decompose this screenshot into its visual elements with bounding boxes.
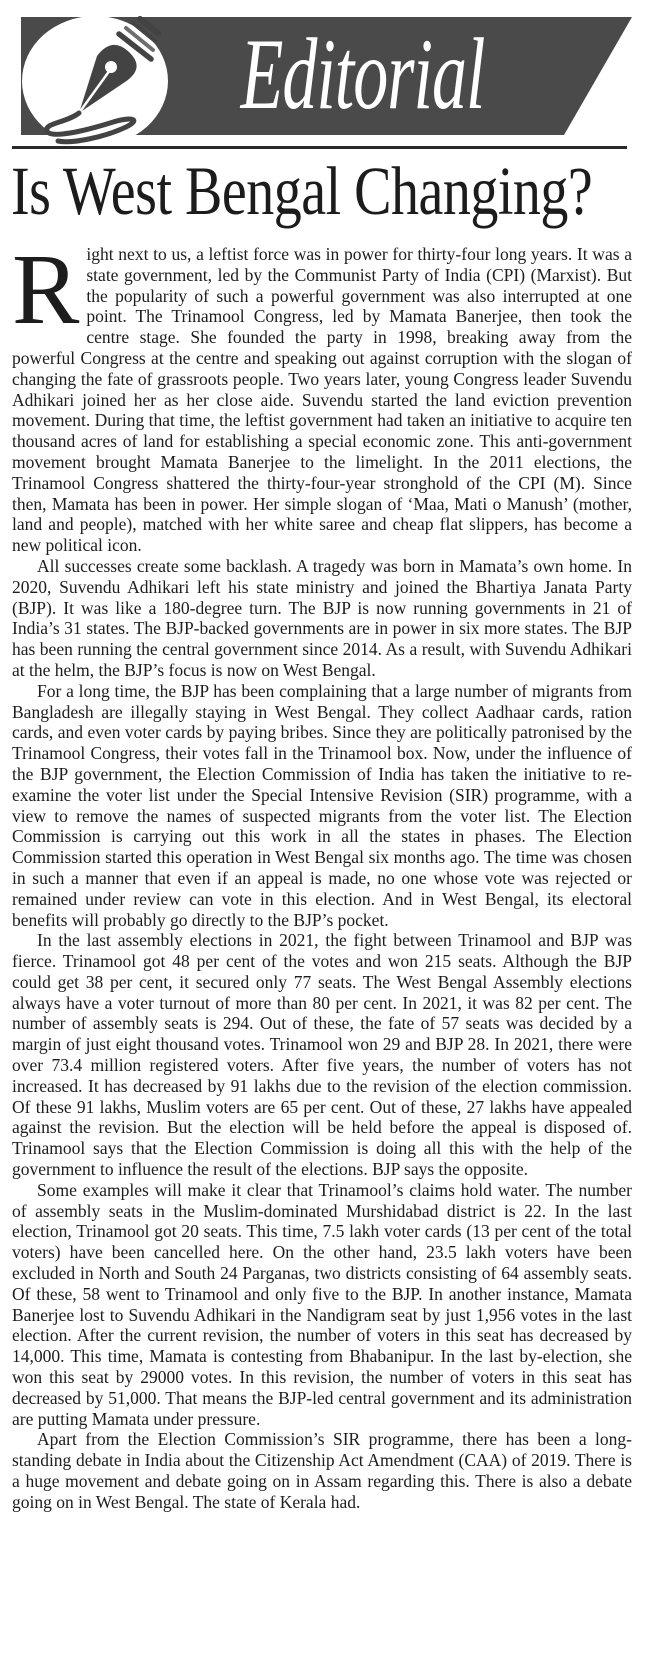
paragraph-6: Apart from the Election Commission’s SIR programme, there has been a long-standing debate in India about the Citizenship Act Amendment (CAA) of 2019. There is a huge movement and debate going on in Assam regarding this. There is also a debate going on in West Bengal. The state of Kerala had. — [12, 1429, 632, 1512]
paragraph-4: In the last assembly elections in 2021, the fight between Trinamool and BJP was fierce. Trinamool got 48 per cent of the votes and won 215 seats. Although the BJP could get 38 per cent, it secured only 77 seats. The West Bengal Assembly elections always have a voter turnout of more than 80 per cent. In 2021, it was 82 per cent. The number of assembly seats is 294. Out of these, the fate of 57 seats was decided by a margin of just eight thousand votes. Trinamool won 29 and BJP 28. In 2021, there were over 73.4 million registered voters. After five years, the number of voters has not increased. It has decreased by 91 lakhs due to the revision of the election commission. Of these 91 lakhs, Muslim voters are 65 per cent. Out of these, 27 lakhs have appealed against the revision. But the election will be held before the appeal is disposed of. Trinamool says that the Election Commission is doing all this with the help of the government to influence the result of the elections. BJP says the opposite. — [12, 930, 632, 1180]
paragraph-1 — [12, 233, 632, 556]
paragraph-1-text: ight next to us, a leftist force was in power for thirty-four long years. It was a state government, led by the Communist Party of India (CPI) (Marxist). But the popularity of such a powerful government was also interrupted at one point. The Trinamool Congress, led by Mamata Banerjee, then took the centre stage. She founded the party in 1998, breaking away from the powerful Congress at the centre and speaking out against corruption with the slogan of changing the fate of grassroots people. Two years later, young Congress leader Suvendu Adhikari joined her as her close aide. Suvendu started the land eviction prevention movement. During that time, the leftist government had taken an initiative to acquire ten thousand acres of land for establishing a special economic zone. This anti-government movement brought Mamata Banerjee to the limelight. In the 2011 elections, the Trinamool Congress shattered the thirty-four-year stronghold of the CPI (M). Since then, Mamata has been in power. Her simple slogan of ‘Maa, Mati o Manush’ (mother, land and people), matched with her white saree and cheap flat slippers, has become a new political icon. — [12, 244, 632, 556]
pen-logo-circle — [22, 16, 168, 146]
paragraph-5: Some examples will make it clear that Trinamool’s claims hold water. The number of assembly seats in the Muslim-dominated Murshidabad district is 22. In the last election, Trinamool got 20 seats. This time, 7.5 lakh voter cards (13 per cent of the total voters) have been cancelled here. On the other hand, 23.5 lakh voters have been excluded in North and South 24 Parganas, two districts consisting of 64 assembly seats. Of these, 58 went to Trinamool and only five to the BJP. In another instance, Mamata Banerjee lost to Suvendu Adhikari in the Nandigram seat by just 1,956 votes in the last election. After the current revision, the number of voters in this seat has decreased by 14,000. This time, Mamata is contesting from Bhabanipur. In the last by-election, she won this seat by 29000 votes. In this revision, the number of voters in this seat has decreased by 51,000. That means the BJP-led central government and its administration are putting Mamata under pressure. — [12, 1179, 632, 1429]
paragraph-2: All successes create some backlash. A tragedy was born in Mamata’s own home. In 2020, Suvendu Adhikari left his state ministry and joined the Bhartiya Janata Party (BJP). It was like a 180-degree turn. The BJP is now running governments in 21 of India’s 31 states. The BJP-backed governments are in power in six more states. The BJP has been running the central government since 2014. As a result, with Suvendu Adhikari at the helm, the BJP’s focus is now on West Bengal. — [12, 555, 632, 680]
article-title: Is West Bengal Changing? — [11, 154, 593, 230]
fountain-pen-icon — [22, 16, 168, 146]
banner-title: Editorial — [240, 19, 485, 132]
drop-cap: R — [12, 233, 80, 345]
paragraph-3: For a long time, the BJP has been complaining that a large number of migrants from Bangladesh are illegally staying in West Bengal. They collect Aadhaar cards, ration cards, and even voter cards by paying bribes. Since they are politically patronised by the Trinamool Congress, their votes fall in the Trinamool box. Now, under the influence of the BJP government, the Election Commission of India has taken the initiative to re-examine the voter list under the Special Intensive Revision (SIR) programme, with a view to remove the names of suspected migrants from the voter list. The Election Commission is carrying out this work in all the states in phases. The Election Commission started this operation in West Bengal six months ago. The time was chosen in such a manner that even if an appeal is made, no one whose vote was rejected or remained under review can vote in this election. And in West Bengal, its electoral benefits will probably go directly to the BJP’s pocket. — [12, 680, 632, 930]
article-body — [12, 233, 632, 1513]
separator-rule — [12, 146, 627, 149]
